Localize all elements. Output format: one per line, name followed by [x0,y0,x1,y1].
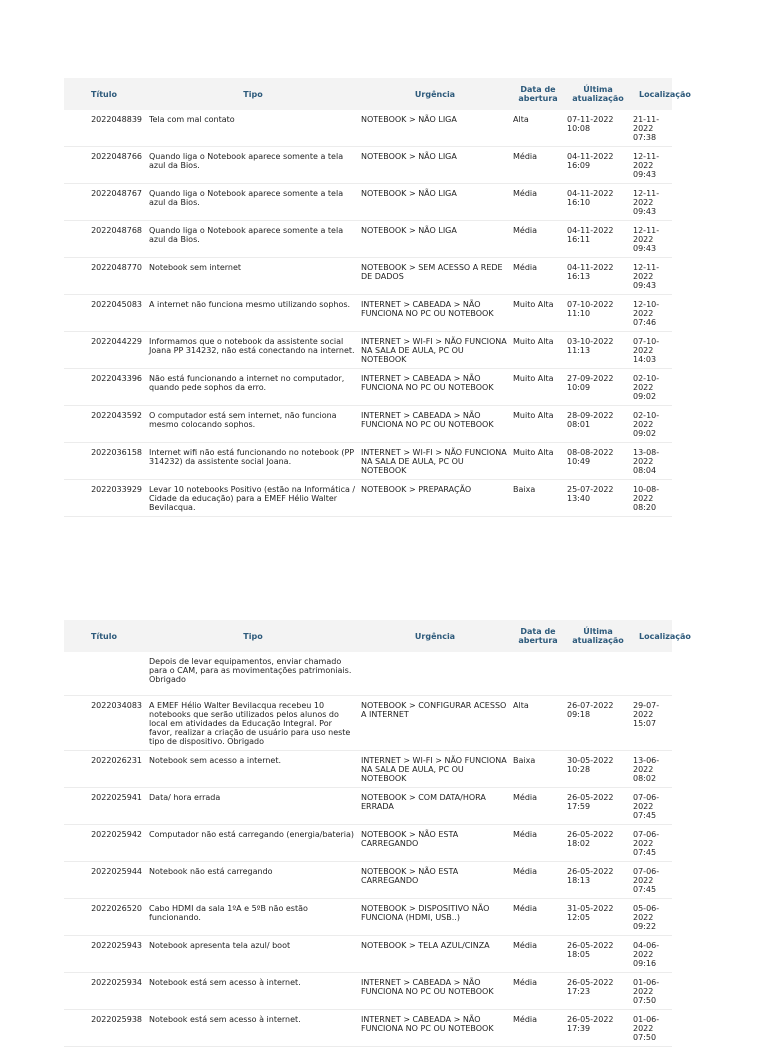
ticket-category: NOTEBOOK > NÃO ESTA CARREGANDO [359,825,511,862]
ticket-title[interactable]: A EMEF Hélio Walter Bevilacqua recebeu 10 notebooks que serão utilizados pelos alunos do local em atividades da Educação Integral. Por favor, realizar a criação de usuário para uso neste tipo de dispositivo. Obrigado [147,696,359,751]
ticket-id[interactable]: 2022033929 [64,480,147,517]
ticket-title[interactable]: Quando liga o Notebook aparece somente a tela azul da Bios. [147,184,359,221]
ticket-category: NOTEBOOK > DISPOSITIVO NÃO FUNCIONA (HDMI, USB..) [359,899,511,936]
ticket-priority: Muito Alta [511,332,565,369]
ticket-title[interactable]: Notebook sem internet [147,258,359,295]
ticket-opened-date: 08-08-2022 10:49 [565,443,631,480]
ticket-priority: Média [511,899,565,936]
ticket-title[interactable]: Internet wifi não está funcionando no notebook (PP 314232) da assistente social Joana. [147,443,359,480]
ticket-category: NOTEBOOK > NÃO ESTA CARREGANDO [359,862,511,899]
ticket-id[interactable]: 2022044229 [64,332,147,369]
ticket-opened-date: 07-10-2022 11:10 [565,295,631,332]
ticket-updated-date: 02-10-2022 09:02 [631,369,672,406]
ticket-priority: Média [511,825,565,862]
table-row[interactable] [64,696,672,751]
ticket-priority: Média [511,1010,565,1047]
ticket-category: NOTEBOOK > NÃO LIGA [359,147,511,184]
ticket-updated-date: 02-10-2022 09:02 [631,406,672,443]
table-row[interactable] [64,332,672,369]
ticket-updated-date: 12-10-2022 07:46 [631,295,672,332]
ticket-priority: Muito Alta [511,369,565,406]
table-row[interactable] [64,369,672,406]
ticket-title[interactable]: A internet não funciona mesmo utilizando sophos. [147,295,359,332]
ticket-opened-date: 04-11-2022 16:10 [565,184,631,221]
ticket-category: NOTEBOOK > COM DATA/HORA ERRADA [359,788,511,825]
table-row[interactable] [64,862,672,899]
ticket-priority: Média [511,147,565,184]
ticket-opened-date: 28-09-2022 08:01 [565,406,631,443]
ticket-opened-date: 26-05-2022 17:59 [565,788,631,825]
ticket-id[interactable]: 2022048767 [64,184,147,221]
ticket-opened-date: 27-09-2022 10:09 [565,369,631,406]
ticket-opened-date: 31-05-2022 12:05 [565,899,631,936]
table-row[interactable] [64,406,672,443]
ticket-id[interactable]: 2022025943 [64,936,147,973]
col-header-localizacao[interactable]: Localização [631,620,672,652]
ticket-updated-date: 07-06-2022 07:45 [631,788,672,825]
ticket-id[interactable]: 2022026231 [64,751,147,788]
ticket-id[interactable]: 2022034083 [64,696,147,751]
ticket-updated-date: 12-11-2022 09:43 [631,258,672,295]
ticket-title[interactable]: Levar 10 notebooks Positivo (estão na Informática / Cidade da educação) para a EMEF Hélio Walter Bevilacqua. [147,480,359,517]
ticket-priority: Média [511,788,565,825]
col-header-titulo[interactable]: Título [64,78,147,110]
ticket-updated-date: 10-08-2022 08:20 [631,480,672,517]
col-header-urgencia[interactable]: Urgência [359,78,511,110]
col-header-ultima-atualizacao[interactable]: Última atualização [565,78,631,110]
ticket-category: INTERNET > WI-FI > NÃO FUNCIONA NA SALA DE AULA, PC OU NOTEBOOK [359,443,511,480]
ticket-opened-date: 26-05-2022 18:02 [565,825,631,862]
tickets-table-2 [64,620,691,1047]
ticket-opened-date: 26-05-2022 17:39 [565,1010,631,1047]
ticket-priority: Muito Alta [511,406,565,443]
continuation-text: Depois de levar equipamentos, enviar chamado para o CAM, para as movimentações patrimoniais. Obrigado [147,652,359,696]
tickets-table-1 [64,78,691,517]
ticket-title[interactable]: Computador não está carregando (energia/bateria) [147,825,359,862]
ticket-title[interactable]: Notebook não está carregando [147,862,359,899]
table-row[interactable] [64,221,672,258]
ticket-id[interactable]: 2022048770 [64,258,147,295]
empty-cell [64,652,147,696]
ticket-title[interactable]: Não está funcionando a internet no computador, quando pede sophos da erro. [147,369,359,406]
table-row[interactable] [64,110,672,147]
ticket-category: INTERNET > CABEADA > NÃO FUNCIONA NO PC OU NOTEBOOK [359,1010,511,1047]
continuation-row [64,652,672,696]
table-row[interactable] [64,258,672,295]
ticket-title[interactable]: Quando liga o Notebook aparece somente a tela azul da Bios. [147,147,359,184]
ticket-title[interactable]: Data/ hora errada [147,788,359,825]
ticket-updated-date: 13-08-2022 08:04 [631,443,672,480]
table-row[interactable] [64,936,672,973]
ticket-category: NOTEBOOK > PREPARAÇÃO [359,480,511,517]
col-header-tipo[interactable]: Tipo [147,78,359,110]
ticket-title[interactable]: Notebook sem acesso a internet. [147,751,359,788]
table-row[interactable] [64,184,672,221]
ticket-opened-date: 30-05-2022 10:28 [565,751,631,788]
ticket-updated-date: 04-06-2022 09:16 [631,936,672,973]
ticket-opened-date: 04-11-2022 16:11 [565,221,631,258]
table-header-row [64,620,672,652]
ticket-id[interactable]: 2022048768 [64,221,147,258]
col-header-urgencia[interactable]: Urgência [359,620,511,652]
table-row[interactable] [64,973,672,1010]
table-row[interactable] [64,751,672,788]
table-row[interactable] [64,480,672,517]
col-header-ultima-atualizacao[interactable]: Última atualização [565,620,631,652]
empty-cell [631,652,672,696]
ticket-id[interactable]: 2022036158 [64,443,147,480]
ticket-updated-date: 07-06-2022 07:45 [631,825,672,862]
ticket-title[interactable]: Notebook está sem acesso à internet. [147,1010,359,1047]
ticket-updated-date: 07-06-2022 07:45 [631,862,672,899]
ticket-title[interactable]: Informamos que o notebook da assistente social Joana PP 314232, não está conectando na internet. [147,332,359,369]
table-row[interactable] [64,788,672,825]
col-header-data-abertura[interactable]: Data de abertura [511,78,565,110]
ticket-updated-date: 12-11-2022 09:43 [631,221,672,258]
ticket-id[interactable]: 2022048839 [64,110,147,147]
ticket-category: NOTEBOOK > NÃO LIGA [359,110,511,147]
empty-cell [565,652,631,696]
ticket-priority: Média [511,936,565,973]
ticket-id[interactable]: 2022026520 [64,899,147,936]
ticket-category: INTERNET > CABEADA > NÃO FUNCIONA NO PC OU NOTEBOOK [359,369,511,406]
ticket-id[interactable]: 2022048766 [64,147,147,184]
ticket-priority: Muito Alta [511,295,565,332]
ticket-updated-date: 21-11-2022 07:38 [631,110,672,147]
ticket-opened-date: 04-11-2022 16:09 [565,147,631,184]
ticket-title[interactable]: Cabo HDMI da sala 1ºA e 5ºB não estão funcionando. [147,899,359,936]
ticket-priority: Média [511,973,565,1010]
ticket-updated-date: 01-06-2022 07:50 [631,1010,672,1047]
ticket-updated-date: 12-11-2022 09:43 [631,147,672,184]
ticket-updated-date: 29-07-2022 15:07 [631,696,672,751]
ticket-category: INTERNET > CABEADA > NÃO FUNCIONA NO PC OU NOTEBOOK [359,406,511,443]
ticket-id[interactable]: 2022025934 [64,973,147,1010]
ticket-priority: Alta [511,696,565,751]
ticket-title[interactable]: Quando liga o Notebook aparece somente a tela azul da Bios. [147,221,359,258]
empty-cell [359,652,511,696]
ticket-priority: Baixa [511,480,565,517]
ticket-priority: Média [511,862,565,899]
ticket-updated-date: 13-06-2022 08:02 [631,751,672,788]
ticket-id[interactable]: 2022045083 [64,295,147,332]
ticket-category: NOTEBOOK > NÃO LIGA [359,184,511,221]
ticket-updated-date: 05-06-2022 09:22 [631,899,672,936]
ticket-category: NOTEBOOK > NÃO LIGA [359,221,511,258]
empty-cell [511,652,565,696]
ticket-id[interactable]: 2022025944 [64,862,147,899]
ticket-opened-date: 07-11-2022 10:08 [565,110,631,147]
ticket-priority: Baixa [511,751,565,788]
ticket-category: NOTEBOOK > SEM ACESSO A REDE DE DADOS [359,258,511,295]
ticket-opened-date: 25-07-2022 13:40 [565,480,631,517]
ticket-category: NOTEBOOK > CONFIGURAR ACESSO A INTERNET [359,696,511,751]
ticket-opened-date: 26-05-2022 18:05 [565,936,631,973]
table-row[interactable] [64,295,672,332]
ticket-category: INTERNET > CABEADA > NÃO FUNCIONA NO PC OU NOTEBOOK [359,295,511,332]
table-row[interactable] [64,899,672,936]
ticket-id[interactable]: 2022025938 [64,1010,147,1047]
ticket-priority: Média [511,258,565,295]
col-header-titulo[interactable]: Título [64,620,147,652]
col-header-data-abertura[interactable]: Data de abertura [511,620,565,652]
ticket-priority: Média [511,184,565,221]
ticket-category: INTERNET > WI-FI > NÃO FUNCIONA NA SALA DE AULA, PC OU NOTEBOOK [359,332,511,369]
table-row[interactable] [64,1010,672,1047]
ticket-title[interactable]: O computador está sem internet, não funciona mesmo colocando sophos. [147,406,359,443]
ticket-title[interactable]: Tela com mal contato [147,110,359,147]
ticket-id[interactable]: 2022043592 [64,406,147,443]
ticket-updated-date: 12-11-2022 09:43 [631,184,672,221]
col-header-tipo[interactable]: Tipo [147,620,359,652]
ticket-opened-date: 26-05-2022 18:13 [565,862,631,899]
ticket-category: INTERNET > WI-FI > NÃO FUNCIONA NA SALA DE AULA, PC OU NOTEBOOK [359,751,511,788]
ticket-updated-date: 07-10-2022 14:03 [631,332,672,369]
table-header-row [64,78,672,110]
ticket-updated-date: 01-06-2022 07:50 [631,973,672,1010]
ticket-priority: Alta [511,110,565,147]
ticket-id[interactable]: 2022043396 [64,369,147,406]
table-row[interactable] [64,443,672,480]
ticket-priority: Média [511,221,565,258]
table-row[interactable] [64,825,672,862]
ticket-opened-date: 04-11-2022 16:13 [565,258,631,295]
ticket-id[interactable]: 2022025941 [64,788,147,825]
ticket-title[interactable]: Notebook apresenta tela azul/ boot [147,936,359,973]
ticket-category: NOTEBOOK > TELA AZUL/CINZA [359,936,511,973]
ticket-title[interactable]: Notebook está sem acesso à internet. [147,973,359,1010]
ticket-opened-date: 26-05-2022 17:23 [565,973,631,1010]
table-row[interactable] [64,147,672,184]
ticket-priority: Muito Alta [511,443,565,480]
ticket-opened-date: 26-07-2022 09:18 [565,696,631,751]
ticket-opened-date: 03-10-2022 11:13 [565,332,631,369]
ticket-id[interactable]: 2022025942 [64,825,147,862]
ticket-category: INTERNET > CABEADA > NÃO FUNCIONA NO PC OU NOTEBOOK [359,973,511,1010]
col-header-localizacao[interactable]: Localização [631,78,672,110]
